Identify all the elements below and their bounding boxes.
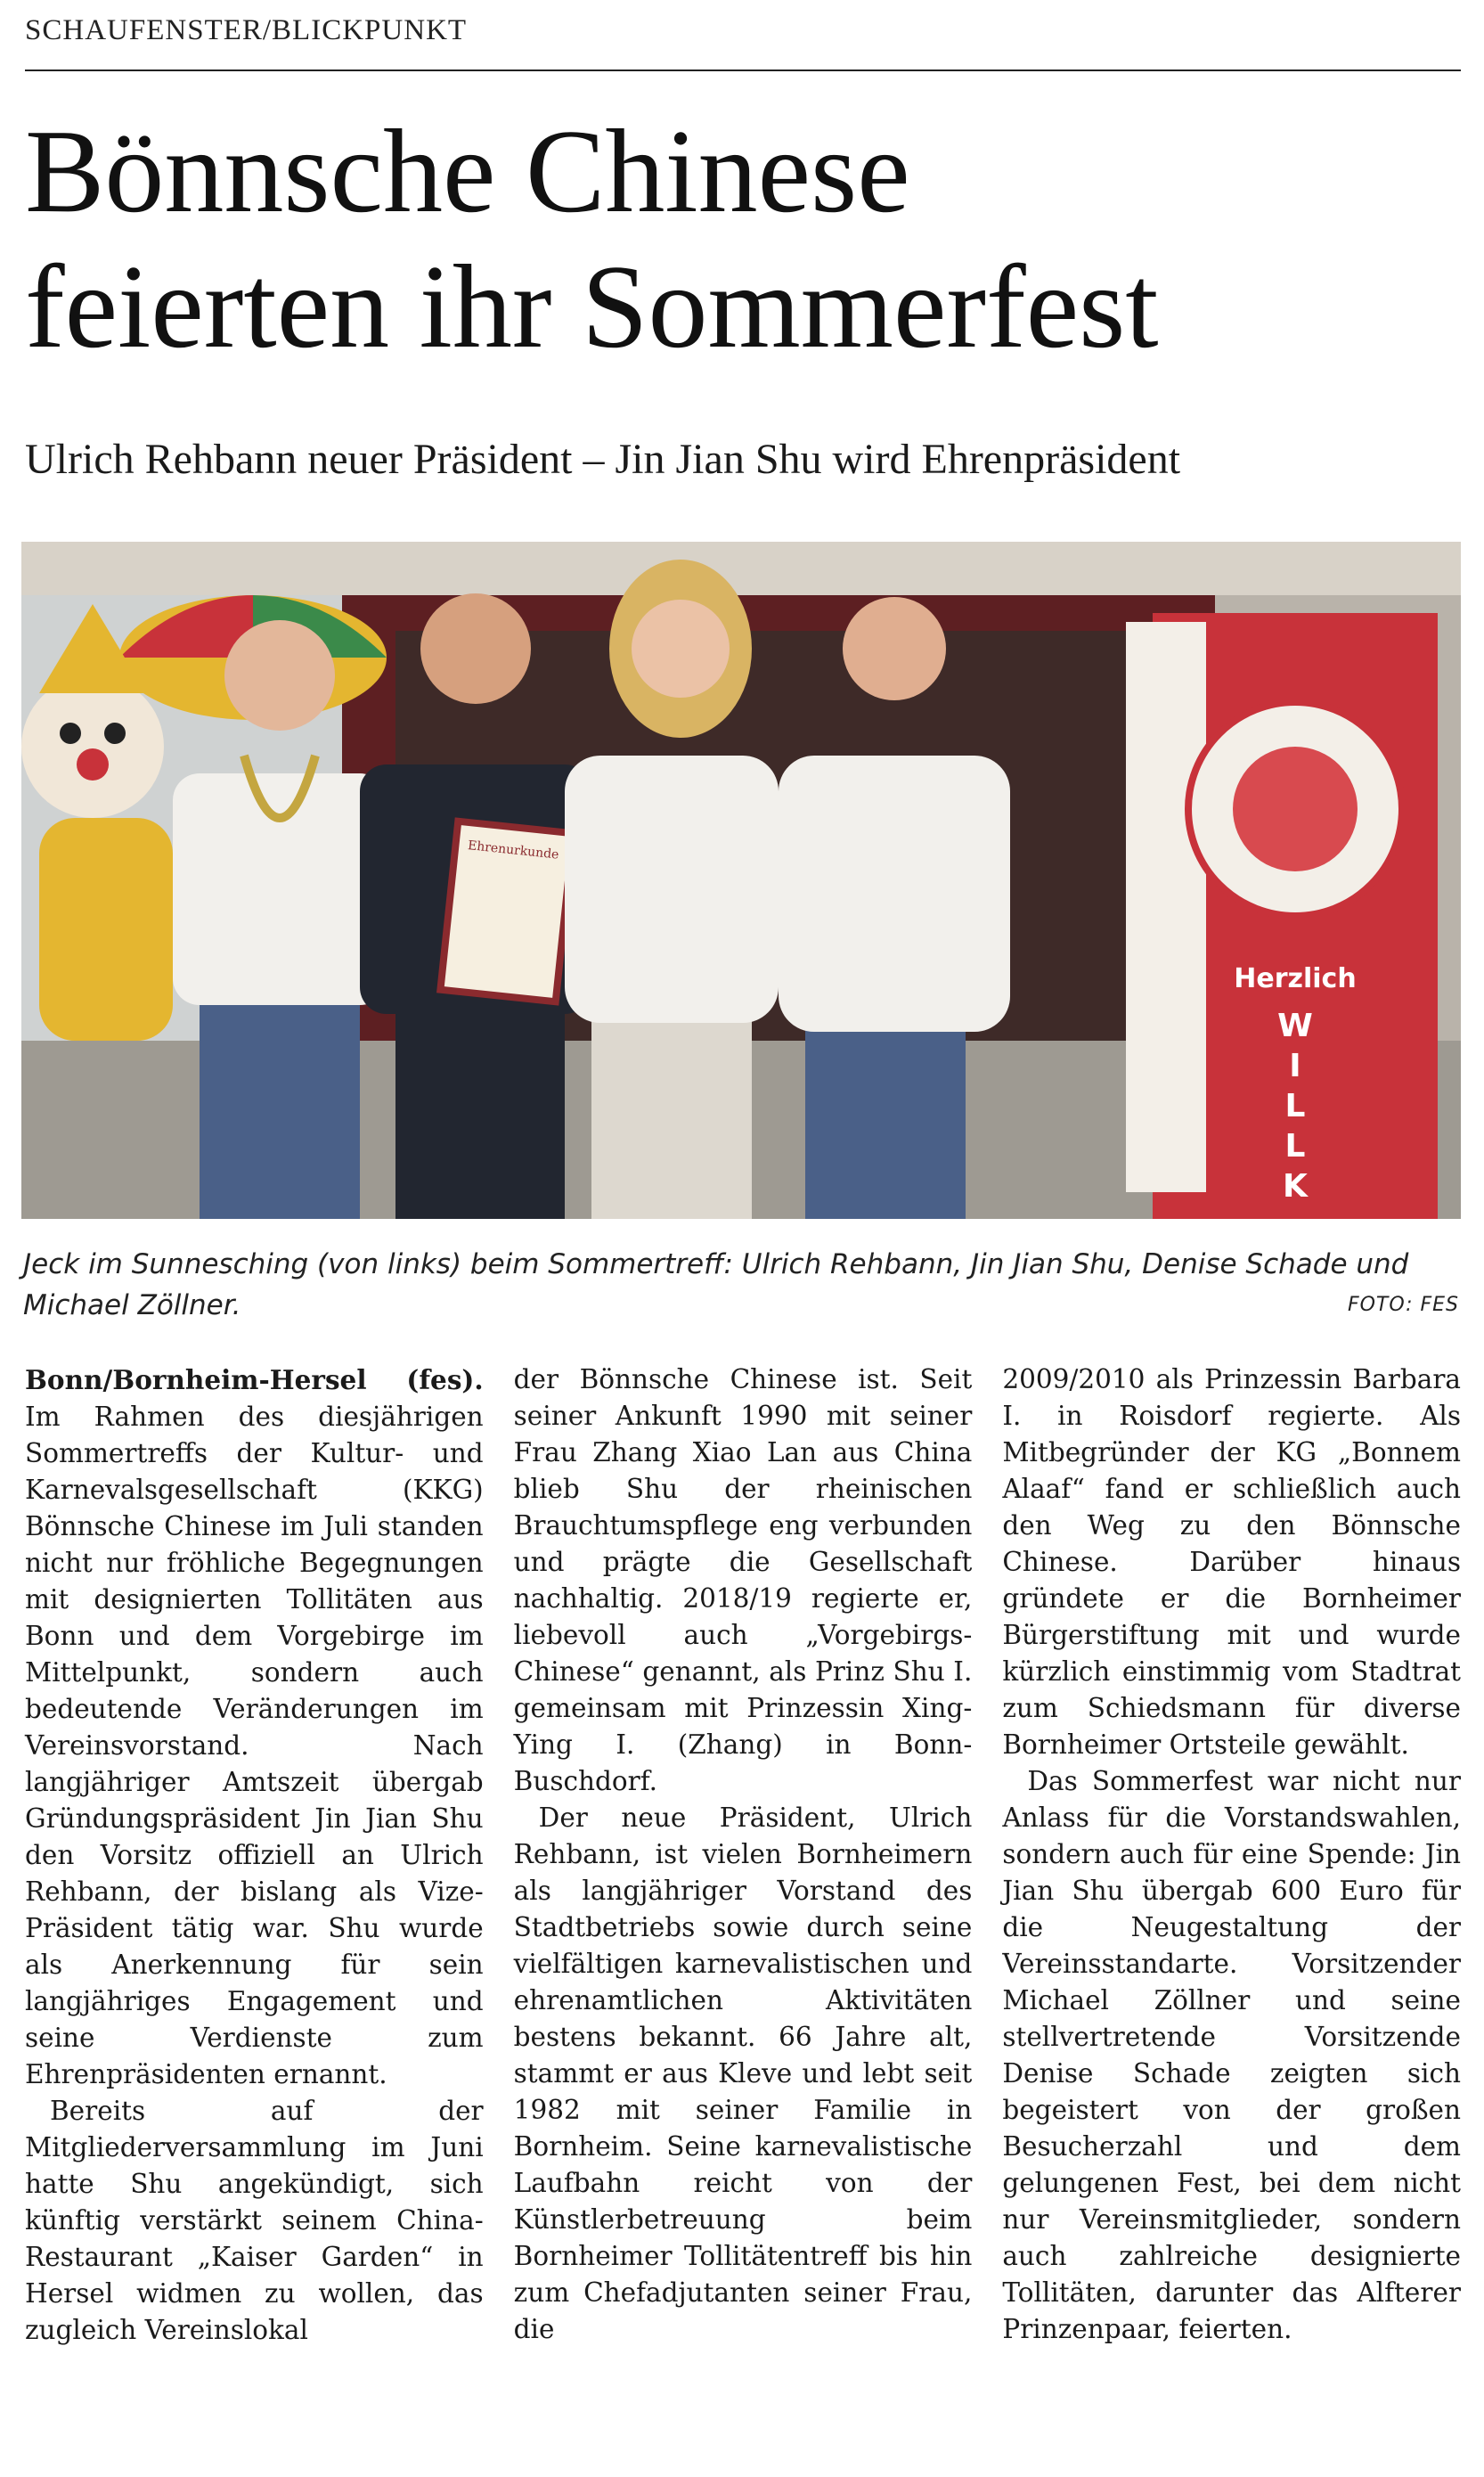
person-3-legs <box>591 1005 752 1219</box>
section-kicker: SCHAUFENSTER/BLICKPUNKT <box>25 14 468 46</box>
clown-eye-left <box>60 723 81 744</box>
article-paragraph: Das Sommerfest war nicht nur Anlass für die Vorstandswahlen, sondern auch für eine Spende: Jin Jian Shu übergab 600 Euro für die Neugestaltung der Vereinsstandarte. Vorsitzender Michael Zöllner und seine stellvertretende Vorsitzende Denise Schade zeigten sich begeistert von der großen Besucherzahl und dem gelungenen Fest, bei dem nicht nur Vereinsmitglieder, sondern auch zahlreiche designierte Tollitäten, darunter das Alfterer Prinzenpaar, feierten. <box>1002 1766 1462 2344</box>
banner-sign-text-4: L <box>1284 1088 1306 1124</box>
clown-eye-right <box>104 723 126 744</box>
banner-white-panel <box>1126 622 1206 1192</box>
banner-sign-text-5: L <box>1284 1128 1306 1165</box>
headline <box>25 103 1459 374</box>
article-paragraph: Der neue Präsident, Ulrich Rehbann, ist vielen Bornheimern als langjähriger Vorstand des Stadtbetriebs sowie durch seine vielfältigen karnevalistischen und ehrenamtlichen Aktivitäten bestens bekannt. 66 Jahre alt, stammt er aus Kleve und lebt seit 1982 mit seiner Familie in Bornheim. Seine karnevalistische Laufbahn reicht von der Künstlerbetreuung beim Bornheimer Tollitätentreff bis hin zum Chefadjutanten seiner Frau, die <box>513 1803 973 2344</box>
article-column-3 <box>1002 1361 1461 2466</box>
article-paragraph <box>25 1361 484 2093</box>
dateline: Bonn/Bornheim-Hersel (fes). <box>25 1364 484 1395</box>
headline-line-2: feierten ihr Sommerfest <box>25 241 1159 372</box>
person-4-head <box>843 597 946 700</box>
photo-credit: FOTO: FES <box>1347 1294 1459 1316</box>
banner-sign-text-6: K <box>1283 1168 1308 1205</box>
article-body <box>25 1361 1461 2466</box>
person-1-shirt <box>173 773 387 1005</box>
article-text: Im Rahmen des diesjährigen Sommertreffs der Kultur- und Karnevalsgesellschaft (KKG) Bönnsche Chinese im Juli standen nicht nur fröhliche Begegnungen mit designierten Tollitäten aus Bonn und dem Vorgebirge im Mittelpunkt, sondern auch bedeutende Veränderungen im Vereinsvorstand. Nach langjähriger Amtszeit übergab Gründungspräsident Jin Jian Shu den Vorsitz offiziell an Ulrich Rehbann, der bislang als Vize-Präsident tätig war. Shu wurde als Anerkennung für sein langjähriges Engagement und seine Verdienste zum Ehrenpräsidenten ernannt. <box>25 1402 484 2089</box>
person-2-head <box>420 593 531 704</box>
photo-illustration <box>21 542 1461 1219</box>
shop-wall <box>21 542 1461 595</box>
headline-line-1: Bönnsche Chinese <box>25 105 910 237</box>
person-1-head <box>224 620 335 731</box>
article-paragraph: Bereits auf der Mitgliederversammlung im Juni hatte Shu angekündigt, sich künftig verstärkt seinem China-Restaurant „Kaiser Garden“ in Hersel widmen zu wollen, das zugleich Vereinslokal <box>25 2096 484 2345</box>
clown-head <box>21 675 164 818</box>
article-column-1 <box>25 1361 484 2466</box>
person-1-legs <box>200 987 360 1219</box>
clown-body <box>39 818 173 1041</box>
subheadline: Ulrich Rehbann neuer Präsident – Jin Jian Shu wird Ehrenpräsident <box>25 436 1181 483</box>
article-paragraph: 2009/2010 als Prinzessin Barbara I. in Roisdorf regierte. Als Mitbegründer der KG „Bonnem Alaaf“ fand er schließlich auch den Weg zu den Bönnsche Chinese. Darüber hinaus gründete er die Bornheimer Bürgerstiftung mit und wurde kürzlich einstimmig vom Stadtrat zum Schiedsmann für diverse Bornheimer Ortsteile gewählt. <box>1002 1364 1462 1760</box>
clown-nose <box>77 748 109 781</box>
certificate-text: Ehrenurkunde <box>467 838 560 862</box>
article-column-2 <box>514 1361 973 2466</box>
person-4-legs <box>805 1023 966 1219</box>
banner-sign-text-1: Herzlich <box>1234 963 1357 994</box>
person-3-head <box>632 600 730 698</box>
club-emblem-inner <box>1233 747 1358 871</box>
article-photo <box>21 542 1461 1219</box>
photo-caption: Jeck im Sunnesching (von links) beim Sommertreff: Ulrich Rehbann, Jin Jian Shu, Denise Schade und Michael Zöllner. <box>23 1248 1409 1321</box>
banner-sign-text-3: I <box>1289 1048 1301 1084</box>
person-4-shirt <box>779 756 1010 1032</box>
header-rule <box>25 69 1461 71</box>
banner-sign-text-2: W <box>1277 1008 1313 1044</box>
person-2-legs <box>395 987 565 1219</box>
person-3-shirt <box>565 756 779 1023</box>
article-paragraph: der Bönnsche Chinese ist. Seit seiner Ankunft 1990 mit seiner Frau Zhang Xiao Lan aus China blieb Shu der rheinischen Brauchtumspflege eng verbunden und prägte die Gesellschaft nachhaltig. 2018/19 regierte er, liebevoll auch „Vorgebirgs-Chinese“ genannt, als Prinz Shu I. gemeinsam mit Prinzessin Xing-Ying I. (Zhang) in Bonn-Buschdorf. <box>513 1364 973 1796</box>
